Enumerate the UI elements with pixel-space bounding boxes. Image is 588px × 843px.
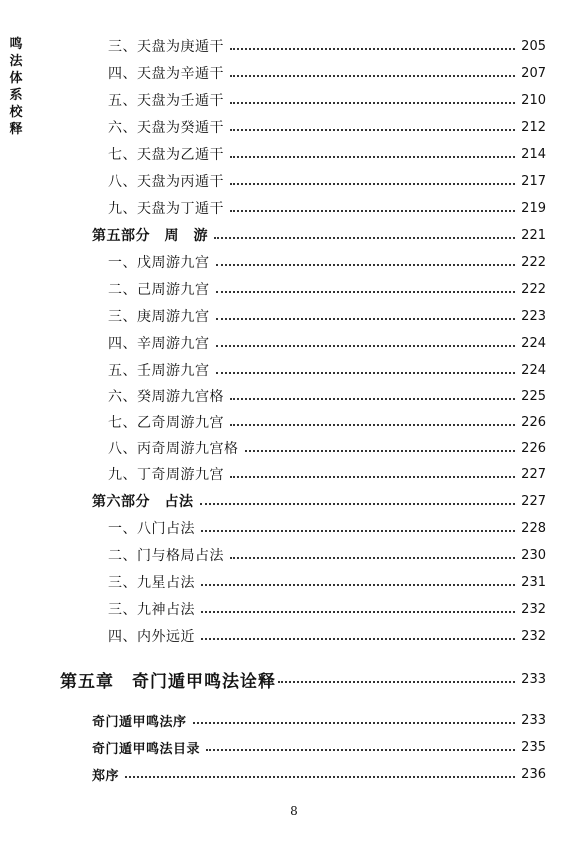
- toc-entry-title: 四、辛周游九宫: [108, 336, 210, 352]
- dot-leader: [230, 74, 515, 77]
- toc-section-heading[interactable]: [92, 710, 546, 730]
- dot-leader: [216, 263, 516, 266]
- toc-chapter-heading[interactable]: [60, 667, 546, 691]
- toc-entry[interactable]: [108, 117, 546, 137]
- toc-entry-title: 第五章 奇门遁甲鸣法诠释: [60, 671, 276, 692]
- dot-leader: [214, 236, 515, 239]
- toc-entry-page: 232: [521, 601, 546, 617]
- toc-entry[interactable]: [108, 279, 546, 299]
- toc-entry-page: 235: [521, 739, 546, 755]
- dot-leader: [230, 397, 515, 400]
- dot-leader: [201, 529, 515, 532]
- toc-entry-page: 226: [521, 414, 546, 430]
- toc-entry[interactable]: [108, 464, 546, 484]
- toc-entry[interactable]: [108, 144, 546, 164]
- toc-entry-title: 二、门与格局占法: [108, 548, 224, 564]
- dot-leader: [230, 209, 515, 212]
- toc-entry[interactable]: [108, 518, 546, 538]
- toc-entry-title: 奇门遁甲鸣法目录: [92, 741, 201, 757]
- toc-entry-title: 四、天盘为辛遁干: [108, 66, 224, 82]
- toc-entry[interactable]: [108, 333, 546, 353]
- toc-entry-title: 七、天盘为乙遁干: [108, 147, 224, 163]
- toc-entry-page: 221: [521, 227, 546, 243]
- dot-leader: [230, 182, 515, 185]
- toc-entry-title: 八、天盘为丙遁干: [108, 174, 224, 190]
- dot-leader: [230, 155, 515, 158]
- toc-entry[interactable]: [108, 306, 546, 326]
- toc-entry-page: 219: [521, 200, 546, 216]
- toc-entry-page: 222: [521, 281, 546, 297]
- toc-entry[interactable]: [108, 252, 546, 272]
- toc-entry-title: 五、天盘为壬遁干: [108, 93, 224, 109]
- toc-entry[interactable]: [108, 90, 546, 110]
- toc-entry[interactable]: [108, 599, 546, 619]
- dot-leader: [230, 475, 515, 478]
- toc-entry[interactable]: [108, 63, 546, 83]
- toc-entry-page: 214: [521, 146, 546, 162]
- toc-part-heading[interactable]: [92, 491, 546, 511]
- toc-entry-page: 230: [521, 547, 546, 563]
- toc-entry[interactable]: [108, 572, 546, 592]
- toc-entry-title: 六、天盘为癸遁干: [108, 120, 224, 136]
- dot-leader: [200, 502, 516, 505]
- dot-leader: [245, 449, 516, 452]
- toc-entry-page: 212: [521, 119, 546, 135]
- toc-entry-title: 三、庚周游九宫: [108, 309, 210, 325]
- side-running-title: 鸣法体系校释: [9, 37, 23, 137]
- dot-leader: [125, 775, 515, 778]
- toc-entry-title: 四、内外远近: [108, 629, 195, 645]
- toc-entry[interactable]: [108, 412, 546, 432]
- toc-entry-page: 224: [521, 335, 546, 351]
- dot-leader: [230, 128, 515, 131]
- toc-entry-page: 227: [521, 493, 546, 509]
- toc-entry-title: 一、八门占法: [108, 521, 195, 537]
- dot-leader: [201, 583, 515, 586]
- toc-entry-page: 233: [521, 712, 546, 728]
- toc-entry-title: 八、丙奇周游九宫格: [108, 441, 239, 457]
- dot-leader: [230, 101, 515, 104]
- toc-entry[interactable]: [108, 198, 546, 218]
- toc-entry-title: 奇门遁甲鸣法序: [92, 714, 187, 730]
- toc-entry-page: 225: [521, 388, 546, 404]
- dot-leader: [216, 371, 516, 374]
- dot-leader: [230, 47, 515, 50]
- toc-entry[interactable]: [108, 545, 546, 565]
- toc-entry[interactable]: [108, 438, 546, 458]
- toc-entry-page: 207: [521, 65, 546, 81]
- toc-entry-page: 223: [521, 308, 546, 324]
- toc-entry-page: 217: [521, 173, 546, 189]
- page-number: 8: [290, 804, 298, 818]
- dot-leader: [201, 610, 515, 613]
- toc-entry-page: 231: [521, 574, 546, 590]
- toc-part-heading[interactable]: [92, 225, 546, 245]
- toc-entry[interactable]: [108, 386, 546, 406]
- toc-entry-title: 一、戊周游九宫: [108, 255, 210, 271]
- dot-leader: [206, 748, 515, 751]
- toc-entry-title: 二、己周游九宫: [108, 282, 210, 298]
- dot-leader: [216, 290, 516, 293]
- toc-entry-title: 七、乙奇周游九宫: [108, 415, 224, 431]
- toc-entry-page: 233: [521, 671, 546, 687]
- toc-entry-page: 232: [521, 628, 546, 644]
- toc-entry-title: 三、九神占法: [108, 602, 195, 618]
- toc-section-heading[interactable]: [92, 737, 546, 757]
- toc-entry-title: 九、天盘为丁遁干: [108, 201, 224, 217]
- dot-leader: [193, 721, 516, 724]
- toc-entry-page: 205: [521, 38, 546, 54]
- toc-entry[interactable]: [108, 626, 546, 646]
- toc-entry-page: 236: [521, 766, 546, 782]
- toc-entry-title: 三、天盘为庚遁干: [108, 39, 224, 55]
- toc-entry-title: 九、丁奇周游九宫: [108, 467, 224, 483]
- dot-leader: [230, 556, 515, 559]
- dot-leader: [230, 423, 515, 426]
- dot-leader: [278, 680, 515, 683]
- toc-entry-page: 228: [521, 520, 546, 536]
- toc-entry[interactable]: [108, 171, 546, 191]
- toc-entry-page: 222: [521, 254, 546, 270]
- toc-entry-title: 三、九星占法: [108, 575, 195, 591]
- dot-leader: [216, 344, 516, 347]
- toc-entry-title: 六、癸周游九宫格: [108, 389, 224, 405]
- toc-entry-title: 郑序: [92, 768, 120, 784]
- toc-entry-title: 第六部分 占法: [92, 494, 194, 510]
- toc-entry-page: 210: [521, 92, 546, 108]
- toc-section-heading[interactable]: [92, 764, 546, 784]
- toc-entry[interactable]: [108, 36, 546, 56]
- toc-entry-page: 226: [521, 440, 546, 456]
- dot-leader: [201, 637, 515, 640]
- dot-leader: [216, 317, 516, 320]
- toc-entry-page: 224: [521, 362, 546, 378]
- toc-entry-title: 第五部分 周 游: [92, 228, 208, 244]
- toc-entry[interactable]: [108, 360, 546, 380]
- toc-entry-title: 五、壬周游九宫: [108, 363, 210, 379]
- toc-entry-page: 227: [521, 466, 546, 482]
